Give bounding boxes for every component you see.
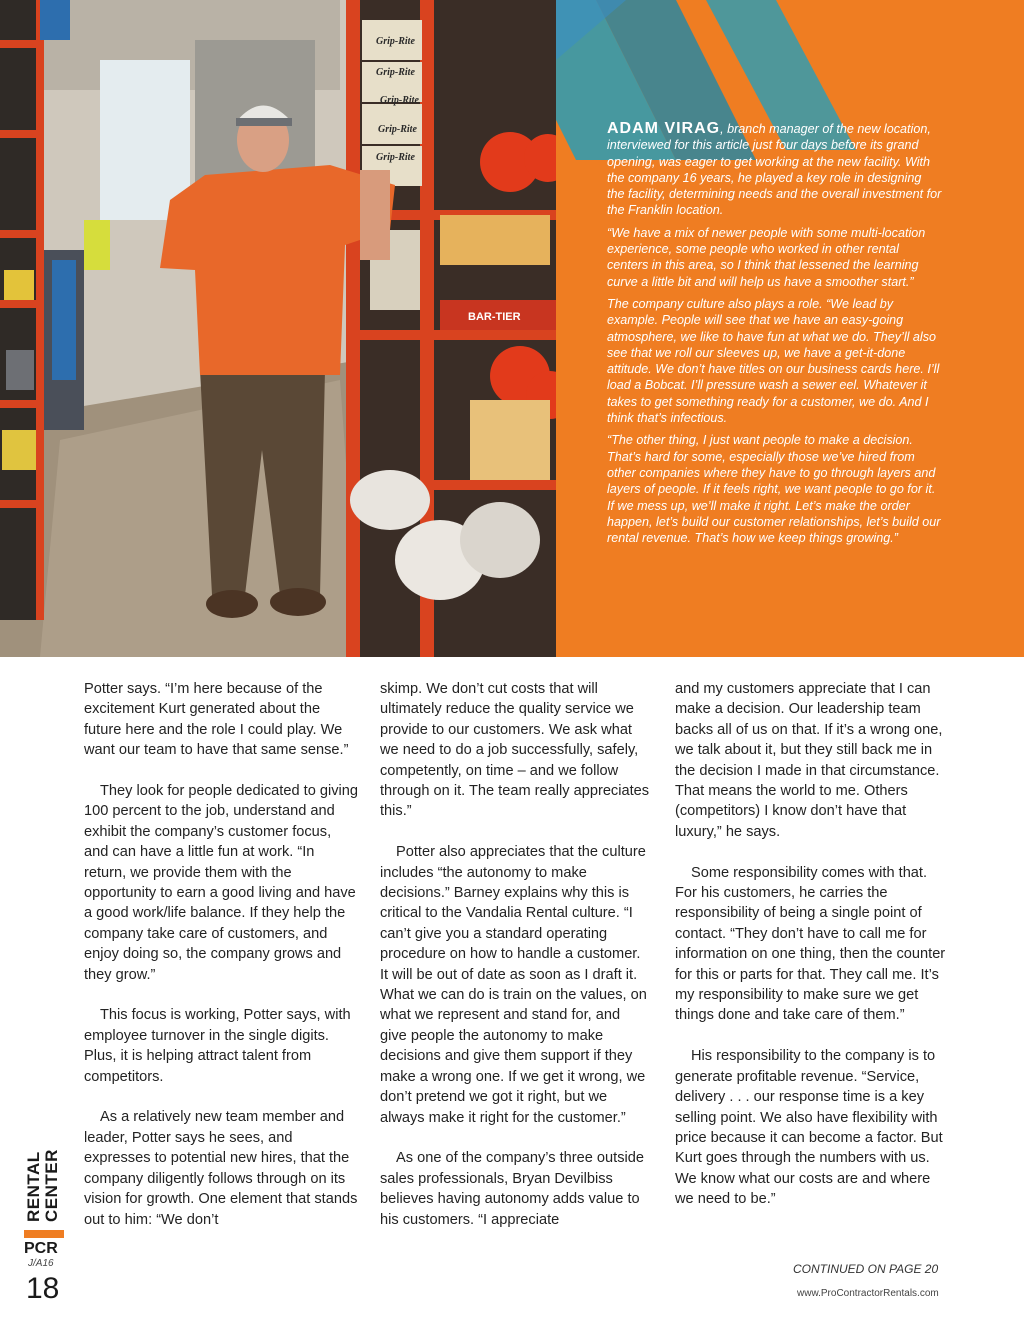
article-paragraph: Potter says. “I’m here because of the excitement Kurt generated about the future here and the role I could play. We want our team to have that same sense.” — [84, 681, 349, 759]
sidebar-intro: , branch manager of the new location, interviewed for this article just four days before its grand opening, was eager to get working at the new facility. With the company 16 years, he played a key role in designing the facility, determining needs and the overall investment for the Franklin location. — [607, 122, 942, 218]
section-label-line1: RENTAL — [24, 1151, 43, 1222]
article-paragraph: They look for people dedicated to giving 100 percent to the job, understand and exhibit the company’s customer focus, and can have a little fun at work. “In return, we provide them with the opportunity to earn a good living and have a good work/life balance. If they help the company take care of customers, and enjoy doing so, the company grows and they grow.” — [84, 783, 358, 983]
continued-note: CONTINUED ON PAGE 20 — [793, 1262, 939, 1276]
sidebar-paragraph: The company culture also plays a role. “We lead by example. People will see that we have an easy-going atmosphere, we like to have fun at what we do. They’ll also see that we roll our sleeves up, we have a get-it-done attitude. We don’t have titles on our business cards here. I’ll load a Bobcat. I’ll pressure wash a sewer eel. Whatever it takes to get something ready for a customer, we do. And I think that’s infectious. — [607, 296, 940, 426]
website-url[interactable]: www.ProContractorRentals.com — [797, 1288, 939, 1299]
sidebar-name: ADAM VIRAG — [607, 120, 721, 137]
box-label: Grip-Rite — [380, 95, 419, 106]
article-column-1 — [84, 679, 359, 1250]
hero-photo — [0, 0, 556, 657]
article-paragraph: As a relatively new team member and leader, Potter says he sees, and expresses to potential new hires, that the company diligently follows through on its vision for growth. One element that stands out to him: “We don’t — [84, 1109, 358, 1228]
article-paragraph: His responsibility to the company is to generate profitable revenue. “Service, delivery . . . our response time is a key selling point. We also have flexibility with price because it can become a factor. But Kurt goes through the numbers with us. We know what our costs are and where we need to be.” — [675, 1048, 943, 1208]
article-paragraph: As one of the company’s three outside sales professionals, Bryan Devilbiss believes having autonomy adds value to his customers. “I appreciate — [380, 1150, 644, 1228]
magazine-logo: PCR — [24, 1240, 58, 1257]
section-label — [20, 1150, 66, 1230]
box-label: Grip-Rite — [376, 67, 415, 78]
box-label: Grip-Rite — [376, 152, 415, 163]
article-paragraph: and my customers appreciate that I can make a decision. Our leadership team backs all of us on that. If it’s a wrong one, we talk about it, but they still back me in the decision I made in that circumstance. That means the world to me. Others (competitors) I know don’t have that luxury,” he says. — [675, 681, 943, 840]
box-label: Grip-Rite — [376, 36, 415, 47]
sidebar-paragraph: “The other thing, I just want people to make a decision. That’s hard for some, especially those we’ve hired from other companies where they have to go through layers and layers of people. If it feels right, we want people to go for it. If we mess up, we’ll make it right. Let’s make the order happen, let’s build our customer relationships, let’s build our rental revenue. That’s how we keep things growing.” — [607, 433, 941, 546]
section-label-line2: CENTER — [42, 1149, 61, 1222]
warehouse-photo-illustration — [0, 0, 556, 657]
article-paragraph: Potter also appreciates that the culture includes “the autonomy to make decisions.” Barney explains why this is critical to the Vandalia Rental culture. “I can’t give you a standard operating procedure on how to handle a customer. It will be out of date as soon as I draft it. What we can do is train on the values, on what we represent and stand for, and give people the autonomy to make decisions and give them support if they make a wrong one. If we get it wrong, we don’t pretend we got it right, but we always make it right for the customer.” — [380, 844, 647, 1126]
page-number: 18 — [26, 1272, 60, 1305]
article-paragraph: skimp. We don’t cut costs that will ultimately reduce the quality service we provide to our customers. We ask what we need to do a job successfully, safely, competently, on time – and we follow through on it. The team really appreciates this.” — [380, 681, 650, 820]
sidebar-paragraph: “We have a mix of newer people with some multi-location experience, some people who worked in other rental centers in this area, so I think that lessened the learning curve a little bit and will help us have a smoother start.” — [607, 225, 926, 289]
sidebar-article — [607, 121, 942, 552]
sidebar-panel — [556, 0, 1024, 657]
article-column-3 — [675, 679, 950, 1230]
article-paragraph: This focus is working, Potter says, with employee turnover in the single digits. Plus, it is helping attract talent from competitors. — [84, 1007, 351, 1085]
article-column-2 — [380, 679, 650, 1250]
folio-accent-bar — [24, 1230, 64, 1238]
article-paragraph: Some responsibility comes with that. For his customers, he carries the responsibility of being a single point of contact. “They don’t have to call me for information on one thing, then the counter for this or parts for that. They call me. It’s my responsibility to make sure we get things done and take care of them.” — [675, 864, 946, 1024]
box-label: Grip-Rite — [378, 124, 417, 135]
issue-label: J/A16 — [28, 1258, 54, 1269]
sign-label: BAR-TIER — [468, 311, 521, 323]
